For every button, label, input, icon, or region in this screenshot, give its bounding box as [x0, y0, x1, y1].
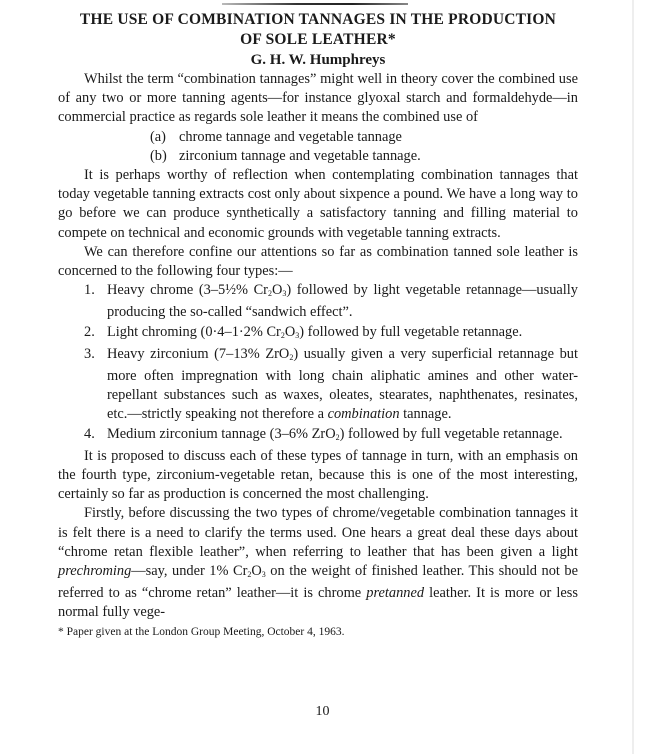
title-line-2: OF SOLE LEATHER* [240, 31, 396, 48]
list-item: 4. Medium zirconium tannage (3–6% ZrO$_2$) followed by full vegetable retannage. [84, 425, 563, 442]
page-number: 10 [315, 704, 330, 719]
paragraph-3: We can therefore confine our attentions so far as combination tanned sole leather is concerned to the following four types:— [58, 243, 578, 280]
paragraph-5: Firstly, before discussing the two types of chrome/vegetable combination tannages it is felt there is a need to clarify the terms used. One hears a great deal these days about “chrome retan flexible leather”, when referring to leather that has been given a light prechroming—say, under 1% $Cr_2O_3$ on the weight of finished leather. This should not be referred to as “chrome retan” leather—it is chrome pretanned leather. It is more or less normal fully vege- [58, 505, 578, 621]
top-rule [222, 3, 408, 5]
scan-edge-line [632, 0, 634, 754]
list-item: 1. Heavy chrome (3–5½% $Cr_2O_3$) followed by light vegetable retannage—usually producing the so-called “sandwich effect”. [84, 282, 578, 321]
paragraph-1: Whilst the term “combination tannages” might well in theory cover the combined use of any two or more tanning agents—for instance glyoxal starch and formaldehyde—in commercial practice as regards sole leather it means the combined use of [58, 71, 578, 126]
title-line-1: THE USE OF COMBINATION TANNAGES IN THE PRODUCTION [79, 11, 557, 28]
author: G. H. W. Humphreys [250, 52, 386, 68]
list-item: 3. Heavy zirconium (7–13% ZrO$_2$) usually given a very superficial retannage but more often impregnation with long chain aliphatic amines and other water-repellant substances such as waxes, oleates, stearates, naphthenates, resinates, etc.—strictly speaking not therefore a combination tannage. [84, 345, 578, 423]
sublist-item: (a) chrome tannage and vegetable tannage [150, 128, 402, 145]
paragraph-2: It is perhaps worthy of reflection when contemplating combination tannages that today vegetable tanning extracts cost only about sixpence a pound. We have a long way to go before we can produce synthetically a satisfactory tanning and filling material to compete on technical and economic grounds with vegetable tanning extracts. [58, 167, 578, 241]
paragraph-4: It is proposed to discuss each of these types of tannage in turn, with an emphasis on the fourth type, zirconium-vegetable retan, because this is one of the most interesting, certainly so far as production is concerned the most challenging. [58, 447, 578, 503]
tannage-types-list [58, 281, 578, 447]
footnote: * Paper given at the London Group Meeting, October 4, 1963. [58, 625, 345, 638]
article [58, 10, 578, 640]
sublist [58, 128, 578, 166]
sublist-item: (b) zirconium tannage and vegetable tannage. [150, 147, 421, 164]
article-title [58, 10, 578, 50]
list-item: 2. Light chroming (0·4–1·2% $Cr_2O_3$) followed by full vegetable retannage. [84, 323, 523, 340]
